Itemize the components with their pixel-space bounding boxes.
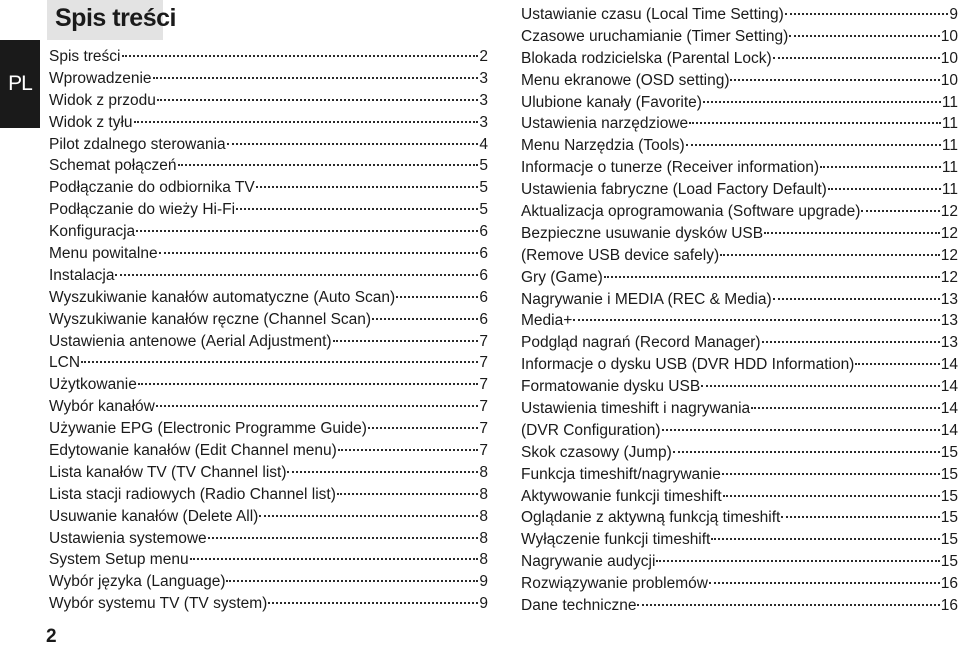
toc-entry-label: Usuwanie kanałów (Delete All) — [49, 507, 259, 525]
dot-leader — [730, 79, 939, 81]
toc-entry[interactable] — [521, 48, 958, 70]
dot-leader — [122, 55, 479, 57]
dot-leader — [861, 210, 939, 212]
toc-entry-label: Schemat połączeń — [49, 157, 177, 175]
dot-leader — [656, 560, 939, 562]
toc-entry[interactable] — [49, 155, 488, 177]
toc-entry-label: Dane techniczne — [521, 597, 637, 615]
toc-entry[interactable] — [49, 352, 488, 374]
toc-entry-page: 8 — [479, 507, 488, 525]
toc-entry-page: 10 — [940, 27, 958, 45]
toc-entry-page: 8 — [479, 463, 488, 481]
dot-leader — [709, 582, 940, 584]
dot-leader — [773, 298, 940, 300]
toc-entry-page: 7 — [479, 442, 488, 460]
toc-entry[interactable] — [49, 331, 488, 353]
dot-leader — [764, 232, 940, 234]
toc-entry[interactable] — [49, 68, 488, 90]
dot-leader — [396, 296, 478, 298]
dot-leader — [785, 13, 949, 15]
toc-entry[interactable] — [521, 113, 958, 135]
toc-entry-label: Wybór kanałów — [49, 398, 155, 416]
dot-leader — [789, 35, 939, 37]
toc-entry-label: Konfiguracja — [49, 223, 136, 241]
toc-entry[interactable] — [49, 309, 488, 331]
toc-entry[interactable] — [49, 528, 488, 550]
dot-leader — [287, 471, 478, 473]
toc-entry[interactable] — [49, 374, 488, 396]
toc-entry[interactable] — [521, 92, 958, 114]
toc-entry-label: Wprowadzenie — [49, 69, 152, 87]
page-title: Spis treści — [55, 4, 176, 32]
toc-entry-label: Użytkowanie — [49, 376, 137, 394]
toc-entry-label: Lista kanałów TV (TV Channel list) — [49, 463, 287, 481]
toc-right-column — [521, 4, 958, 617]
dot-leader — [136, 230, 478, 232]
toc-entry-page: 6 — [479, 245, 488, 263]
toc-entry[interactable] — [49, 177, 488, 199]
dot-leader — [372, 318, 478, 320]
toc-entry-page: 5 — [479, 157, 488, 175]
toc-entry-page: 7 — [479, 354, 488, 372]
toc-entry-page: 11 — [941, 115, 958, 133]
dot-leader — [773, 57, 940, 59]
dot-leader — [673, 451, 940, 453]
toc-entry-label: Spis treści — [49, 48, 121, 65]
toc-entry[interactable] — [521, 4, 958, 26]
dot-leader — [153, 77, 479, 79]
toc-entry[interactable] — [49, 571, 488, 593]
toc-entry-page: 8 — [479, 529, 488, 547]
dot-leader — [720, 254, 940, 256]
toc-entry[interactable] — [521, 573, 958, 595]
toc-entry-label: Blokada rodzicielska (Parental Lock) — [521, 49, 772, 67]
toc-entry-page: 4 — [479, 135, 488, 153]
toc-entry-label: Czasowe uruchamianie (Timer Setting) — [521, 27, 789, 45]
toc-entry-label: LCN — [49, 354, 81, 372]
toc-entry[interactable] — [49, 462, 488, 484]
toc-entry[interactable] — [521, 354, 958, 376]
dot-leader — [762, 341, 940, 343]
toc-entry-page: 5 — [479, 179, 488, 197]
toc-entry-label: Edytowanie kanałów (Edit Channel menu) — [49, 442, 337, 460]
dot-leader — [259, 515, 478, 517]
page-number: 2 — [46, 626, 57, 647]
toc-entry-label: Skok czasowy (Jump) — [521, 443, 672, 461]
dot-leader — [723, 495, 940, 497]
toc-entry[interactable] — [49, 506, 488, 528]
toc-entry-page: 15 — [940, 509, 958, 527]
toc-entry-page: 15 — [940, 531, 958, 549]
toc-entry-page: 13 — [940, 290, 958, 308]
dot-leader — [604, 276, 940, 278]
toc-entry[interactable] — [521, 507, 958, 529]
toc-entry[interactable] — [49, 396, 488, 418]
dot-leader — [751, 407, 940, 409]
toc-entry-label: Ustawianie czasu (Local Time Setting) — [521, 6, 784, 23]
toc-entry-page: 14 — [940, 421, 958, 439]
toc-entry-label: System Setup menu — [49, 551, 189, 569]
toc-entry[interactable] — [521, 376, 958, 398]
dot-leader — [333, 340, 479, 342]
toc-entry[interactable] — [521, 201, 958, 223]
dot-leader — [256, 186, 479, 188]
toc-entry[interactable] — [521, 179, 958, 201]
toc-entry-label: Wyłączenie funkcji timeshift — [521, 531, 711, 549]
toc-entry-label: Media+ — [521, 312, 573, 330]
toc-entry-page: 11 — [941, 137, 958, 155]
dot-leader — [337, 493, 479, 495]
dot-leader — [368, 427, 479, 429]
toc-entry[interactable] — [49, 287, 488, 309]
toc-entry-label: Menu powitalne — [49, 245, 158, 263]
toc-entry-page: 14 — [940, 400, 958, 418]
toc-entry-page: 15 — [940, 443, 958, 461]
toc-entry-page: 6 — [479, 266, 488, 284]
toc-left-column — [49, 46, 488, 615]
toc-entry-label: Wybór języka (Language) — [49, 573, 226, 591]
toc-entry[interactable] — [521, 464, 958, 486]
toc-entry[interactable] — [49, 243, 488, 265]
toc-entry-label: Używanie EPG (Electronic Programme Guide) — [49, 420, 367, 438]
toc-entry[interactable] — [49, 549, 488, 571]
toc-entry[interactable] — [521, 245, 958, 267]
toc-entry-page: 10 — [940, 49, 958, 67]
toc-entry-label: Aktywowanie funkcji timeshift — [521, 487, 722, 505]
toc-entry-label: Widok z przodu — [49, 91, 156, 109]
toc-entry[interactable] — [49, 90, 488, 112]
dot-leader — [637, 604, 939, 606]
toc-entry-page: 3 — [479, 113, 488, 131]
toc-entry-page: 15 — [940, 487, 958, 505]
toc-entry[interactable] — [521, 267, 958, 289]
toc-entry-label: Podgląd nagrań (Record Manager) — [521, 334, 761, 352]
toc-entry-label: Pilot zdalnego sterowania — [49, 135, 226, 153]
toc-entry[interactable] — [521, 398, 958, 420]
dot-leader — [227, 143, 479, 145]
toc-entry-label: Nagrywanie i MEDIA (REC & Media) — [521, 290, 772, 308]
toc-entry[interactable] — [521, 223, 958, 245]
language-tab: PL — [0, 40, 40, 128]
toc-entry-page: 12 — [940, 246, 958, 264]
toc-entry-label: Ustawienia antenowe (Aerial Adjustment) — [49, 332, 332, 350]
toc-entry[interactable] — [49, 593, 488, 615]
toc-entry-page: 15 — [940, 465, 958, 483]
toc-entry-page: 8 — [479, 551, 488, 569]
toc-entry-page: 7 — [479, 332, 488, 350]
dot-leader — [81, 361, 478, 363]
toc-entry-page: 12 — [940, 268, 958, 286]
toc-entry-label: Podłączanie do odbiornika TV — [49, 179, 255, 197]
dot-leader — [190, 558, 479, 560]
toc-entry-page: 14 — [940, 356, 958, 374]
toc-entry-label: Ustawienia fabryczne (Load Factory Default) — [521, 181, 827, 199]
toc-entry-label: Rozwiązywanie problemów — [521, 575, 708, 593]
dot-leader — [701, 385, 940, 387]
dot-leader — [226, 580, 478, 582]
toc-entry[interactable] — [521, 70, 958, 92]
toc-entry[interactable] — [49, 440, 488, 462]
dot-leader — [156, 405, 479, 407]
toc-entry-page: 5 — [479, 201, 488, 219]
toc-entry-label: Aktualizacja oprogramowania (Software upgrade) — [521, 203, 861, 221]
dot-leader — [703, 101, 941, 103]
dot-leader — [178, 164, 479, 166]
toc-entry[interactable] — [521, 420, 958, 442]
toc-entry-page: 8 — [479, 485, 488, 503]
toc-entry-page: 16 — [940, 575, 958, 593]
toc-entry-label: Menu ekranowe (OSD setting) — [521, 71, 730, 89]
toc-entry-page: 7 — [479, 420, 488, 438]
toc-entry[interactable] — [521, 595, 958, 617]
toc-entry-page: 12 — [940, 224, 958, 242]
toc-entry-label: Ulubione kanały (Favorite) — [521, 93, 702, 111]
dot-leader — [781, 516, 939, 518]
dot-leader — [236, 208, 478, 210]
toc-entry-label: Podłączanie do wieży Hi-Fi — [49, 201, 236, 219]
toc-entry[interactable] — [521, 551, 958, 573]
toc-entry-label: Informacje o tunerze (Receiver information) — [521, 159, 820, 177]
toc-entry-page: 12 — [940, 203, 958, 221]
dot-leader — [134, 121, 479, 123]
dot-leader — [138, 383, 479, 385]
toc-entry-page: 13 — [940, 312, 958, 330]
dot-leader — [268, 602, 478, 604]
toc-entry-label: Informacje o dysku USB (DVR HDD Information) — [521, 356, 855, 374]
toc-entry[interactable] — [521, 135, 958, 157]
toc-entry-label: Funkcja timeshift/nagrywanie — [521, 465, 721, 483]
toc-entry-label: Widok z tyłu — [49, 113, 133, 131]
toc-entry-label: Nagrywanie audycji — [521, 553, 656, 571]
dot-leader — [208, 537, 479, 539]
dot-leader — [689, 122, 941, 124]
toc-entry[interactable] — [49, 484, 488, 506]
toc-entry-page: 9 — [949, 6, 958, 23]
toc-entry-label: (Remove USB device safely) — [521, 246, 720, 264]
toc-entry-label: Ustawienia narzędziowe — [521, 115, 689, 133]
dot-leader — [722, 473, 940, 475]
toc-entry[interactable] — [521, 289, 958, 311]
toc-entry-page: 11 — [941, 159, 958, 177]
toc-entry-page: 10 — [940, 71, 958, 89]
toc-entry-label: Wyszukiwanie kanałów ręczne (Channel Scan) — [49, 310, 372, 328]
toc-entry-page: 14 — [940, 378, 958, 396]
toc-entry[interactable] — [521, 332, 958, 354]
toc-entry[interactable] — [49, 265, 488, 287]
dot-leader — [157, 99, 479, 101]
toc-entry-label: Oglądanie z aktywną funkcją timeshift — [521, 509, 781, 527]
dot-leader — [828, 188, 941, 190]
toc-entry-page: 11 — [941, 181, 958, 199]
toc-entry-label: Menu Narzędzia (Tools) — [521, 137, 685, 155]
toc-entry-page: 9 — [479, 573, 488, 591]
toc-entry-label: Instalacja — [49, 266, 115, 284]
toc-entry-page: 6 — [479, 223, 488, 241]
toc-entry-page: 3 — [479, 69, 488, 87]
dot-leader — [573, 319, 939, 321]
toc-entry[interactable] — [49, 221, 488, 243]
toc-entry-page: 7 — [479, 398, 488, 416]
dot-leader — [686, 144, 941, 146]
toc-entry[interactable] — [49, 134, 488, 156]
toc-entry-page: 15 — [940, 553, 958, 571]
toc-entry-label: (DVR Configuration) — [521, 421, 661, 439]
toc-entry-label: Gry (Game) — [521, 268, 603, 286]
toc-entry[interactable] — [521, 26, 958, 48]
toc-entry-label: Formatowanie dysku USB — [521, 378, 701, 396]
dot-leader — [820, 166, 941, 168]
toc-entry-page: 11 — [941, 93, 958, 111]
toc-entry[interactable] — [49, 46, 488, 68]
dot-leader — [338, 449, 479, 451]
dot-leader — [711, 538, 939, 540]
toc-entry-label: Ustawienia systemowe — [49, 529, 207, 547]
toc-entry-page: 6 — [479, 288, 488, 306]
toc-entry[interactable] — [521, 442, 958, 464]
dot-leader — [159, 252, 479, 254]
dot-leader — [662, 429, 940, 431]
toc-entry[interactable] — [521, 486, 958, 508]
toc-entry-page: 7 — [479, 376, 488, 394]
toc-entry-label: Lista stacji radiowych (Radio Channel list) — [49, 485, 336, 503]
toc-entry-page: 9 — [479, 595, 488, 613]
toc-entry-page: 2 — [479, 48, 488, 65]
toc-entry-page: 13 — [940, 334, 958, 352]
toc-entry[interactable] — [521, 310, 958, 332]
toc-entry-label: Ustawienia timeshift i nagrywania — [521, 400, 751, 418]
toc-entry-label: Wyszukiwanie kanałów automatyczne (Auto Scan) — [49, 288, 396, 306]
toc-entry[interactable] — [49, 112, 488, 134]
dot-leader — [855, 363, 939, 365]
toc-entry[interactable] — [521, 529, 958, 551]
toc-entry-page: 6 — [479, 310, 488, 328]
toc-entry[interactable] — [521, 157, 958, 179]
toc-entry[interactable] — [49, 418, 488, 440]
toc-entry-page: 16 — [940, 597, 958, 615]
dot-leader — [115, 274, 478, 276]
toc-entry-label: Wybór systemu TV (TV system) — [49, 595, 268, 613]
toc-entry-page: 3 — [479, 91, 488, 109]
toc-entry-label: Bezpieczne usuwanie dysków USB — [521, 224, 764, 242]
toc-entry[interactable] — [49, 199, 488, 221]
